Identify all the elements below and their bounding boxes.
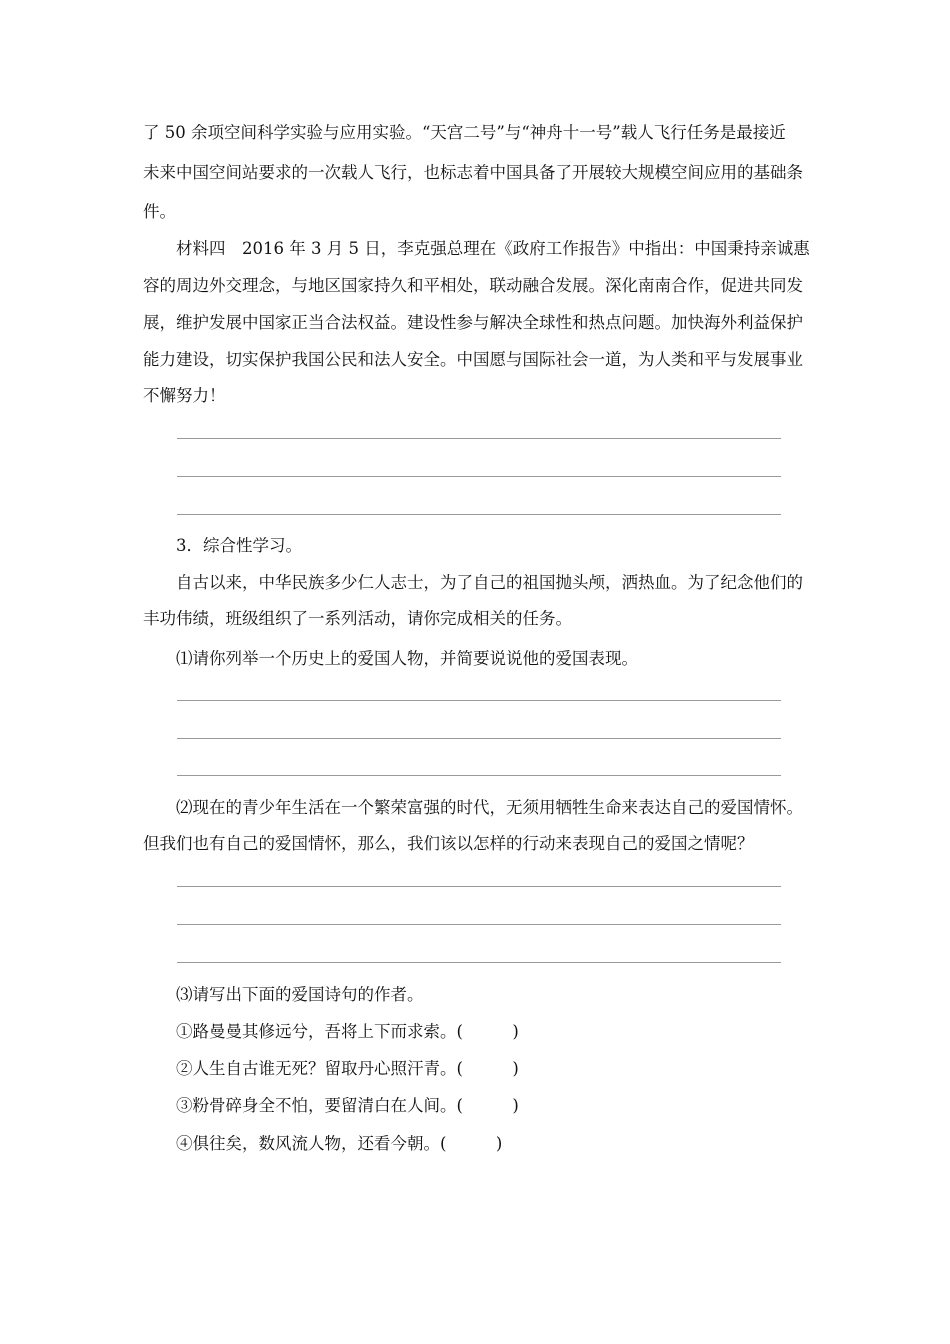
answer-line[interactable] [177, 514, 781, 515]
poem-item-1[interactable]: ①路曼曼其修远兮，吾将上下而求索。( ) [176, 1022, 519, 1041]
question-3-sub-3: ⑶请写出下面的爱国诗句的作者。 [176, 985, 424, 1004]
material-four-line-1: 材料四 2016 年 3 月 5 日，李克强总理在《政府工作报告》中指出：中国秉持亲诚惠 [176, 239, 810, 258]
poem-item-2[interactable]: ②人生自古谁无死？留取丹心照汗青。( ) [176, 1059, 519, 1078]
material-four-line-3: 展，维护发展中国家正当合法权益。建设性参与解决全球性和热点问题。加快海外利益保护 [143, 313, 803, 332]
question-3-intro-line-2: 丰功伟绩，班级组织了一系列活动，请你完成相关的任务。 [143, 609, 572, 628]
answer-line[interactable] [177, 700, 781, 701]
poem-item-4[interactable]: ④俱往矣，数风流人物，还看今朝。( ) [176, 1134, 503, 1153]
answer-line[interactable] [177, 962, 781, 963]
material-three-line-1: 了 50 余项空间科学实验与应用实验。“天宫二号”与“神舟十一号”载人飞行任务是最接近 [143, 123, 786, 142]
answer-line[interactable] [177, 738, 781, 739]
question-3-sub-1: ⑴请你列举一个历史上的爱国人物，并简要说说他的爱国表现。 [176, 649, 638, 668]
material-four-line-2: 容的周边外交理念，与地区国家持久和平相处，联动融合发展。深化南南合作，促进共同发 [143, 276, 803, 295]
material-four-line-4: 能力建设，切实保护我国公民和法人安全。中国愿与国际社会一道，为人类和平与发展事业 [143, 350, 803, 369]
material-three-line-3: 件。 [143, 202, 176, 221]
poem-item-3[interactable]: ③粉骨碎身全不怕，要留清白在人间。( ) [176, 1096, 519, 1115]
answer-line[interactable] [177, 476, 781, 477]
question-3-sub-2-line-1: ⑵现在的青少年生活在一个繁荣富强的时代，无须用牺牲生命来表达自己的爱国情怀。 [176, 798, 803, 817]
answer-line[interactable] [177, 886, 781, 887]
question-3-sub-2-line-2: 但我们也有自己的爱国情怀，那么，我们该以怎样的行动来表现自己的爱国之情呢？ [143, 834, 754, 853]
material-three-line-2: 未来中国空间站要求的一次载人飞行，也标志着中国具备了开展较大规模空间应用的基础条 [143, 163, 803, 182]
material-four-line-5: 不懈努力！ [143, 386, 226, 405]
answer-line[interactable] [177, 924, 781, 925]
answer-line[interactable] [177, 775, 781, 776]
question-3-heading: 3．综合性学习。 [176, 536, 302, 555]
question-3-intro-line-1: 自古以来，中华民族多少仁人志士，为了自己的祖国抛头颅，洒热血。为了纪念他们的 [176, 573, 803, 592]
answer-line[interactable] [177, 438, 781, 439]
